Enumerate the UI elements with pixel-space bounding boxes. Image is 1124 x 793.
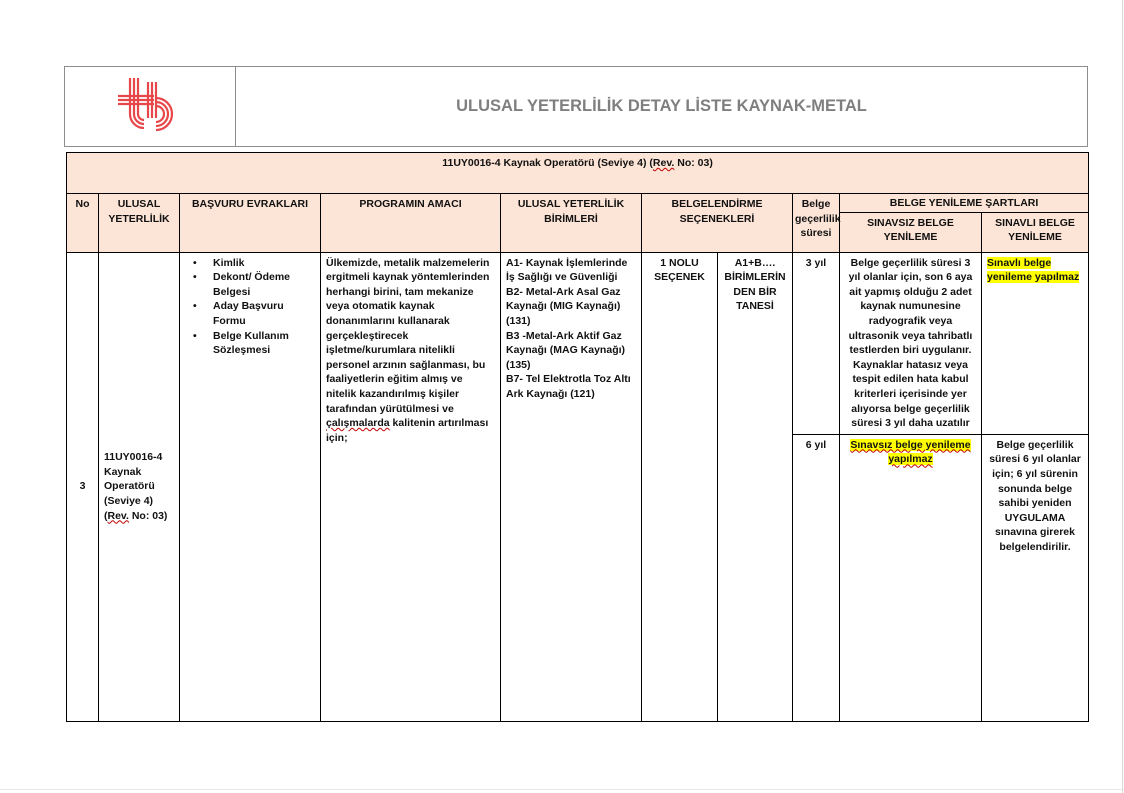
row-documents bbox=[180, 252, 321, 721]
list-item: • Kimlik bbox=[213, 256, 315, 271]
header-renewal-no-exam: SINAVSIZ BELGE YENİLEME bbox=[840, 212, 982, 252]
document-header bbox=[64, 66, 1088, 147]
row-units bbox=[501, 252, 642, 721]
header-program: PROGRAMIN AMACI bbox=[321, 194, 501, 253]
rev-word: Rev. bbox=[652, 157, 675, 169]
row-option-name: 1 NOLU SEÇENEK bbox=[642, 252, 718, 721]
header-documents: BAŞVURU EVRAKLARI bbox=[180, 194, 321, 253]
list-item: • Dekont/ Ödeme Belgesi bbox=[213, 270, 315, 299]
qualification-table bbox=[66, 152, 1089, 722]
header-qualification: ULUSAL YETERLİLİK bbox=[99, 194, 180, 253]
unit-item: B7- Tel Elektrotla Toz Altı Ark Kaynağı (121) bbox=[506, 373, 631, 400]
tb-logo-icon bbox=[114, 74, 186, 134]
row-option-units: A1+B…. BİRİMLERİN DEN BİR TANESİ bbox=[718, 252, 793, 721]
highlighted-text: Sınavlı belge yenileme yapılmaz bbox=[987, 256, 1080, 284]
row-exam-6: Belge geçerlilik süresi 6 yıl olanlar için; 6 yıl sürenin sonunda belge sahibi yeniden UYGULAMA sınavına girerek belgelendirilir. bbox=[982, 434, 1089, 721]
logo-cell bbox=[65, 67, 236, 147]
row-no-exam-6 bbox=[840, 434, 982, 721]
row-validity-3: 3 yıl bbox=[793, 252, 840, 434]
list-item: • Belge Kullanım Sözleşmesi bbox=[213, 329, 315, 358]
row-program: Ülkemizde, metalik malzemelerin ergitmeli kaynak yöntemlerinden herhangi birini, tam mekanize veya otomatik kaynak donanımlarını kullanarak gerçekleştirecek işletme/kurumlara nitelikli personel arzının sağlanması, bu faaliyetlerin eğitim almış ve nitelik kazandırılmış kişiler tarafından yürütülmesi ve çalışmalarda kalitenin artırılması için; bbox=[321, 252, 501, 721]
unit-item: B3 -Metal-Ark Aktif Gaz Kaynağı (MAG Kaynağı) (135) bbox=[506, 329, 626, 371]
header-validity: Belge geçerlilik süresi bbox=[793, 194, 840, 253]
table-title: 11UY0016-4 Kaynak Operatörü (Seviye 4) (Rev. No: 03) bbox=[67, 153, 1089, 194]
list-item: • Aday Başvuru Formu bbox=[213, 299, 315, 328]
unit-item: A1- Kaynak İşlemlerinde İş Sağlığı ve Güvenliği bbox=[506, 256, 628, 284]
header-renewal-exam: SINAVLI BELGE YENİLEME bbox=[982, 212, 1089, 252]
unit-item: B2- Metal-Ark Asal Gaz Kaynağı (MIG Kaynağı) (131) bbox=[506, 285, 621, 327]
row-no: 3 bbox=[67, 252, 99, 721]
row-no-exam-3: Belge geçerlilik süresi 3 yıl olanlar için, son 6 aya ait yapmış olduğu 2 adet kaynak numunesine radyografik veya ultrasonik veya tahribatlı testlerden biri uygulanır. Kaynaklar hatasız veya tespit edilen hata kabul kriterleri içerisinde yer alıyorsa belge geçerlilik süresi 3 yıl daha uzatılır bbox=[840, 252, 982, 434]
header-renewal: BELGE YENİLEME ŞARTLARI bbox=[840, 194, 1089, 213]
row-exam-3 bbox=[982, 252, 1089, 434]
page-bottom-edge bbox=[0, 789, 1124, 790]
highlighted-text: yapılmaz bbox=[888, 453, 933, 466]
row-validity-6: 6 yıl bbox=[793, 434, 840, 721]
highlighted-text: Sınavsız belge yenileme bbox=[850, 438, 971, 451]
header-units: ULUSAL YETERLİLİK BİRİMLERİ bbox=[501, 194, 642, 253]
documents-list bbox=[185, 256, 315, 358]
row-qualification: 11UY0016-4 Kaynak Operatörü (Seviye 4) (Rev. No: 03) bbox=[99, 252, 180, 721]
document-title: ULUSAL YETERLİLİK DETAY LİSTE KAYNAK-METAL bbox=[236, 67, 1088, 147]
header-options: BELGELENDİRME SEÇENEKLERİ bbox=[642, 194, 793, 253]
page-edge bbox=[1122, 0, 1123, 793]
header-no: No bbox=[67, 194, 99, 253]
